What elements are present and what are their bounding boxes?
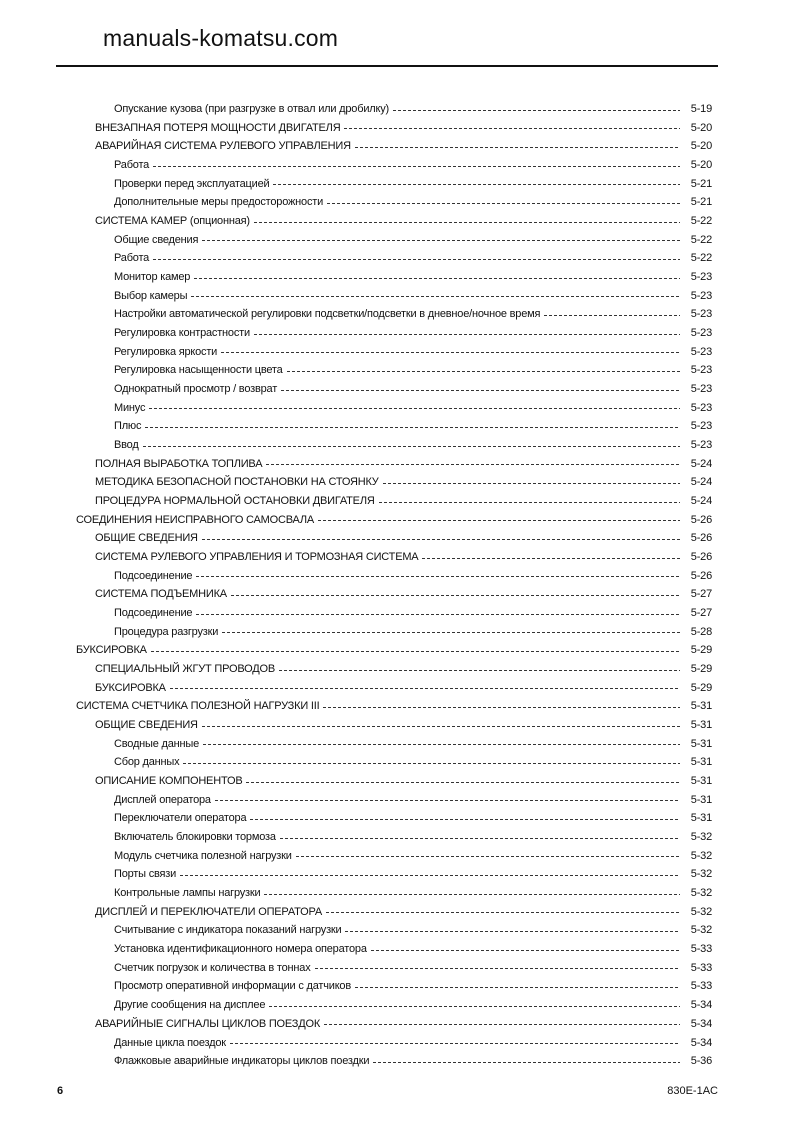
dot-leader [221,352,680,353]
toc-entry[interactable] [114,380,712,398]
toc-entry-title: Переключатели оператора [114,812,247,825]
dot-leader [264,894,680,895]
watermark: manuals-komatsu.com [103,25,339,51]
toc-entry-page: 5-26 [690,551,712,564]
toc-entry-page: 5-24 [690,476,712,489]
toc-entry[interactable] [114,977,712,995]
toc-entry[interactable] [114,249,712,267]
toc-entry-title: ПОЛНАЯ ВЫРАБОТКА ТОПЛИВА [95,457,263,470]
dot-leader [196,614,680,615]
toc-entry-title: ОПИСАНИЕ КОМПОНЕНТОВ [95,775,243,788]
toc-entry-title: Сводные данные [114,737,200,750]
toc-entry-page: 5-28 [690,625,712,638]
toc-entry-page: 5-22 [690,252,712,265]
toc-entry-title: Минус [114,401,146,414]
toc-entry[interactable] [114,417,712,435]
toc-entry-title: Работа [114,159,150,171]
dot-leader [373,1062,680,1063]
toc-entry-title: Регулировка насыщенности цвета [114,364,283,377]
toc-entry-page: 5-33 [690,943,712,956]
dot-leader [153,166,680,167]
toc-entry-title: Подсоединение [114,607,193,620]
toc-entry-title: СИСТЕМА ПОДЪЕМНИКА [95,588,227,601]
toc-entry-page: 5-32 [690,905,712,918]
dot-leader [143,446,680,447]
document-code: 830E-1AC [667,1085,718,1097]
toc-entry-title: Контрольные лампы нагрузки [114,887,261,900]
toc-entry-page: 5-29 [690,644,712,657]
toc-entry[interactable] [114,361,712,379]
toc-entry-title: Настройки автоматической регулировки подсветки/подсветки в дневное/ночное время [114,308,541,321]
toc-entry-page: 5-32 [690,924,712,937]
dot-leader [202,726,680,727]
dot-leader [145,427,680,428]
toc-entry[interactable] [95,473,712,491]
toc-entry-title: Подсоединение [114,569,193,582]
toc-entry-title: Дисплей оператора [114,793,211,806]
toc-entry-title: Дополнительные меры предосторожности [114,196,324,209]
toc-entry-title: АВАРИЙНАЯ СИСТЕМА РУЛЕВОГО УПРАВЛЕНИЯ [95,140,351,153]
toc-entry[interactable] [95,492,712,510]
toc-entry[interactable] [76,697,712,715]
dot-leader [202,240,680,241]
dot-leader [422,558,680,559]
toc-entry-title: БУКСИРОВКА [95,681,166,694]
toc-entry[interactable] [114,343,712,361]
toc-entry-page: 5-23 [690,271,712,284]
toc-entry[interactable] [95,455,712,473]
dot-leader [250,819,680,820]
toc-entry[interactable] [95,119,712,137]
toc-entry-page: 5-19 [690,103,712,115]
toc-entry[interactable] [95,679,712,697]
toc-entry[interactable] [114,175,712,193]
toc-entry[interactable] [114,865,712,883]
toc-entry-page: 5-31 [690,793,712,806]
toc-entry-title: СИСТЕМА РУЛЕВОГО УПРАВЛЕНИЯ И ТОРМОЗНАЯ СИСТЕМА [95,551,419,564]
toc-entry[interactable] [95,1015,712,1033]
toc-entry-page: 5-20 [690,121,712,134]
dot-leader [170,688,680,689]
toc-entry[interactable] [114,324,712,342]
toc-entry-page: 5-23 [690,383,712,396]
toc-entry-title: Регулировка яркости [114,345,218,358]
toc-entry-title: СОЕДИНЕНИЯ НЕИСПРАВНОГО САМОСВАЛА [76,513,315,526]
toc-entry[interactable] [114,305,712,323]
toc-entry[interactable] [95,137,712,155]
toc-entry[interactable] [114,268,712,286]
toc-entry[interactable] [114,287,712,305]
toc-entry-page: 5-21 [690,177,712,190]
toc-entry[interactable] [76,511,712,529]
toc-entry-title: Порты связи [114,868,177,881]
dot-leader [230,1043,680,1044]
dot-leader [393,110,680,111]
toc-entry[interactable] [95,585,712,603]
toc-entry-page: 5-23 [690,420,712,433]
dot-leader [246,782,680,783]
toc-entry[interactable] [114,996,712,1014]
toc-entry-title: СИСТЕМА СЧЕТЧИКА ПОЛЕЗНОЙ НАГРУЗКИ III [76,700,320,713]
toc-entry-page: 5-22 [690,215,712,228]
toc-entry-title: Ввод [114,439,139,452]
dot-leader [544,315,680,316]
toc-entry-page: 5-27 [690,607,712,620]
dot-leader [183,763,680,764]
toc-entry[interactable] [114,735,712,753]
dot-leader [383,483,680,484]
dot-leader [287,371,680,372]
header-rule [56,65,718,67]
dot-leader [371,950,680,951]
page-number: 6 [57,1085,64,1097]
toc-entry-title: ВНЕЗАПНАЯ ПОТЕРЯ МОЩНОСТИ ДВИГАТЕЛЯ [95,121,341,134]
toc-entry-title: Другие сообщения на дисплее [114,999,266,1012]
toc-entry-title: Включатель блокировки тормоза [114,831,276,844]
toc-entry[interactable] [95,903,712,921]
dot-leader [266,464,680,465]
toc-entry-title: Данные цикла поездок [114,1036,226,1049]
toc-entry-title: СИСТЕМА КАМЕР (опционная) [95,215,250,228]
dot-leader [149,408,680,409]
toc-entry-title: СПЕЦИАЛЬНЫЙ ЖГУТ ПРОВОДОВ [95,663,275,676]
toc-entry-page: 5-26 [690,513,712,526]
dot-leader [194,278,680,279]
toc-entry-page: 5-24 [690,495,712,508]
toc-entry-page: 5-32 [690,868,712,881]
dot-leader [196,576,680,577]
toc-entry-page: 5-31 [690,775,712,788]
toc-entry-page: 5-26 [690,569,712,582]
toc-entry-page: 5-23 [690,401,712,414]
toc-entry-page: 5-31 [690,719,712,732]
dot-leader [296,856,680,857]
toc-entry-title: Регулировка контрастности [114,327,250,340]
toc-entry-page: 5-34 [690,1036,712,1049]
toc-entry-page: 5-32 [690,887,712,900]
dot-leader [327,203,680,204]
dot-leader [254,334,680,335]
toc-entry-title: Просмотр оперативной информации с датчиков [114,980,351,993]
toc-entry-title: Процедура разгрузки [114,625,219,638]
dot-leader [231,595,680,596]
toc-entry-page: 5-31 [690,737,712,750]
toc-entry-title: Монитор камер [114,271,191,284]
toc-entry-title: ОБЩИЕ СВЕДЕНИЯ [95,532,198,545]
dot-leader [323,707,680,708]
dot-leader [215,800,680,801]
dot-leader [318,520,680,521]
dot-leader [344,128,680,129]
toc-entry[interactable] [114,921,712,939]
toc-entry[interactable] [114,623,712,641]
toc-entry-title: Выбор камеры [114,289,188,302]
toc-entry-title: Сбор данных [114,756,180,769]
dot-leader [355,147,680,148]
toc-entry-title: АВАРИЙНЫЕ СИГНАЛЫ ЦИКЛОВ ПОЕЗДОК [95,1017,321,1030]
toc-entry[interactable] [114,436,712,454]
toc-entry-page: 5-23 [690,308,712,321]
toc-entry[interactable] [114,399,712,417]
toc-entry-title: БУКСИРОВКА [76,644,147,657]
toc-entry-title: Опускание кузова (при разгрузке в отвал или дробилку) [114,103,389,115]
toc-entry-page: 5-23 [690,439,712,452]
dot-leader [153,259,680,260]
dot-leader [379,502,680,503]
toc-entry-page: 5-36 [690,1055,712,1068]
toc-entry-title: Проверки перед эксплуатацией [114,177,270,190]
toc-entry[interactable] [114,940,712,958]
dot-leader [202,539,680,540]
toc-entry-page: 5-32 [690,831,712,844]
toc-entry-page: 5-29 [690,681,712,694]
toc-entry[interactable] [95,529,712,547]
dot-leader [345,931,680,932]
toc-entry-page: 5-31 [690,756,712,769]
toc-entry-page: 5-23 [690,345,712,358]
toc-entry-title: Установка идентификационного номера оператора [114,943,367,956]
toc-entry-page: 5-33 [690,980,712,993]
toc-entry-title: ДИСПЛЕЙ И ПЕРЕКЛЮЧАТЕЛИ ОПЕРАТОРА [95,905,323,918]
toc-entry-title: Считывание с индикатора показаний нагрузки [114,924,342,937]
toc-entry-page: 5-34 [690,1017,712,1030]
toc-entry-title: МЕТОДИКА БЕЗОПАСНОЙ ПОСТАНОВКИ НА СТОЯНКУ [95,476,379,489]
dot-leader [326,912,680,913]
dot-leader [281,390,680,391]
toc-entry-title: ПРОЦЕДУРА НОРМАЛЬНОЙ ОСТАНОВКИ ДВИГАТЕЛЯ [95,495,375,508]
toc-entry[interactable] [95,772,712,790]
toc-entry-page: 5-26 [690,532,712,545]
toc-entry[interactable] [114,1034,712,1052]
toc-entry[interactable] [114,156,712,174]
toc-entry-page: 5-33 [690,961,712,974]
dot-leader [151,651,680,652]
toc-entry[interactable] [114,753,712,771]
toc-entry[interactable] [114,231,712,249]
dot-leader [324,1024,680,1025]
toc-entry-page: 5-20 [690,140,712,153]
toc-entry[interactable] [114,828,712,846]
toc-entry[interactable] [76,641,712,659]
toc-entry-page: 5-29 [690,663,712,676]
toc-entry[interactable] [114,1052,712,1070]
toc-entry-page: 5-27 [690,588,712,601]
toc-entry[interactable] [114,809,712,827]
toc-entry[interactable] [95,548,712,566]
toc-entry[interactable] [114,567,712,585]
toc-entry-title: Работа [114,252,150,265]
dot-leader [280,838,680,839]
toc-entry-title: Счетчик погрузок и количества в тоннах [114,961,311,974]
toc-entry-title: Модуль счетчика полезной нагрузки [114,849,292,862]
toc-entry-page: 5-20 [690,159,712,171]
toc-entry-page: 5-23 [690,364,712,377]
dot-leader [191,296,680,297]
toc-entry-page: 5-23 [690,327,712,340]
toc-entry[interactable] [114,959,712,977]
dot-leader [269,1006,680,1007]
dot-leader [180,875,680,876]
toc-entry[interactable] [114,791,712,809]
toc-entry-page: 5-31 [690,700,712,713]
toc-entry-page: 5-32 [690,849,712,862]
toc-entry[interactable] [95,212,712,230]
toc-entry-title: Общие сведения [114,233,199,246]
toc-entry[interactable] [114,604,712,622]
toc-entry-page: 5-31 [690,812,712,825]
toc-entry-title: Однократный просмотр / возврат [114,383,278,396]
toc-entry[interactable] [95,716,712,734]
toc-entry-page: 5-24 [690,457,712,470]
dot-leader [254,222,680,223]
toc-entry[interactable] [95,660,712,678]
toc-entry-page: 5-22 [690,233,712,246]
toc-entry-page: 5-34 [690,999,712,1012]
dot-leader [222,632,680,633]
toc-entry[interactable] [114,100,712,118]
dot-leader [315,968,680,969]
dot-leader [355,987,680,988]
toc-entry-page: 5-23 [690,289,712,302]
toc-entry-title: Флажковые аварийные индикаторы циклов поездки [114,1055,370,1068]
toc-entry[interactable] [114,193,712,211]
toc-entry[interactable] [114,884,712,902]
toc-entry-title: Плюс [114,420,142,433]
toc-entry-title: ОБЩИЕ СВЕДЕНИЯ [95,719,198,732]
dot-leader [273,184,680,185]
toc-entry-page: 5-21 [690,196,712,209]
toc-entry[interactable] [114,847,712,865]
dot-leader [279,670,680,671]
dot-leader [203,744,680,745]
